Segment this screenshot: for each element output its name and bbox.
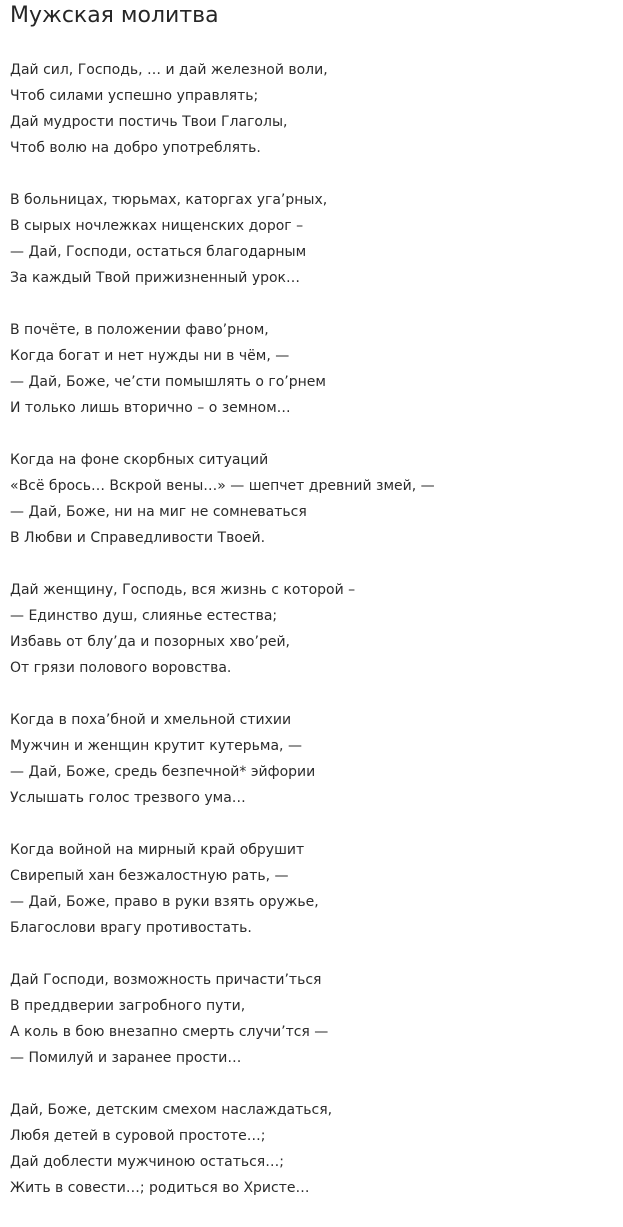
poem-stanza	[10, 57, 620, 161]
poem-line: Чтоб волю на добро употреблять.	[10, 140, 261, 156]
poem-line: Свирепый хан безжалостную рать, —	[10, 868, 289, 884]
poem-line: «Всё брось… Вскрой вены…» — шепчет древний змей, —	[10, 478, 435, 494]
poem-line: Жить в совести…; родиться во Христе…	[10, 1180, 310, 1196]
page-title: Мужская молитва	[10, 3, 219, 28]
poem-line: — Дай, Боже, средь безпечной* эйфории	[10, 764, 316, 780]
poem-line: В почёте, в положении фаво’рном,	[10, 322, 269, 338]
poem-line: Дай сил, Господь, … и дай железной воли,	[10, 62, 328, 78]
poem-stanza	[10, 707, 620, 811]
poem-line: За каждый Твой прижизненный урок…	[10, 270, 301, 286]
poem-stanza	[10, 837, 620, 941]
poem-line: Дай мудрости постичь Твои Глаголы,	[10, 114, 288, 130]
poem-line: Дай Господи, возможность причасти’ться	[10, 972, 322, 988]
poem-line: В больницах, тюрьмах, каторгах уга’рных,	[10, 192, 328, 208]
poem-line: Когда на фоне скорбных ситуаций	[10, 452, 269, 468]
poem-page	[10, 0, 620, 1227]
poem-line: Чтоб силами успешно управлять;	[10, 88, 259, 104]
poem-line: В Любви и Справедливости Твоей.	[10, 530, 266, 546]
poem-line: Избавь от блу’да и позорных хво’рей,	[10, 634, 290, 650]
poem-stanza	[10, 1097, 620, 1201]
poem-stanza	[10, 447, 620, 551]
poem-body	[10, 57, 620, 1201]
poem-line: Благослови врагу противостать.	[10, 920, 252, 936]
poem-line: — Единство душ, слиянье естества;	[10, 608, 278, 624]
poem-stanza	[10, 967, 620, 1071]
poem-line: Когда войной на мирный край обрушит	[10, 842, 305, 858]
poem-line: Любя детей в суровой простоте…;	[10, 1128, 266, 1144]
poem-line: В сырых ночлежках нищенских дорог –	[10, 218, 304, 234]
poem-line: — Дай, Боже, че’сти помышлять о го’рнем	[10, 374, 326, 390]
poem-line: Дай, Боже, детским смехом наслаждаться,	[10, 1102, 333, 1118]
poem-line: Дай доблести мужчиною остаться…;	[10, 1154, 284, 1170]
poem-line: Дай женщину, Господь, вся жизнь с которой –	[10, 582, 356, 598]
poem-line: В преддверии загробного пути,	[10, 998, 246, 1014]
poem-stanza	[10, 317, 620, 421]
poem-line: — Дай, Господи, остаться благодарным	[10, 244, 307, 260]
poem-line: От грязи полового воровства.	[10, 660, 232, 676]
poem-line: — Помилуй и заранее прости…	[10, 1050, 242, 1066]
poem-line: Услышать голос трезвого ума…	[10, 790, 246, 806]
poem-line: И только лишь вторично – о земном…	[10, 400, 291, 416]
poem-line: Мужчин и женщин крутит кутерьма, —	[10, 738, 302, 754]
poem-line: — Дай, Боже, право в руки взять оружье,	[10, 894, 319, 910]
poem-line: А коль в бою внезапно смерть случи’тся —	[10, 1024, 329, 1040]
poem-line: Когда в поха’бной и хмельной стихии	[10, 712, 292, 728]
poem-stanza	[10, 577, 620, 681]
poem-stanza	[10, 187, 620, 291]
poem-line: — Дай, Боже, ни на миг не сомневаться	[10, 504, 307, 520]
poem-line: Когда богат и нет нужды ни в чём, —	[10, 348, 290, 364]
